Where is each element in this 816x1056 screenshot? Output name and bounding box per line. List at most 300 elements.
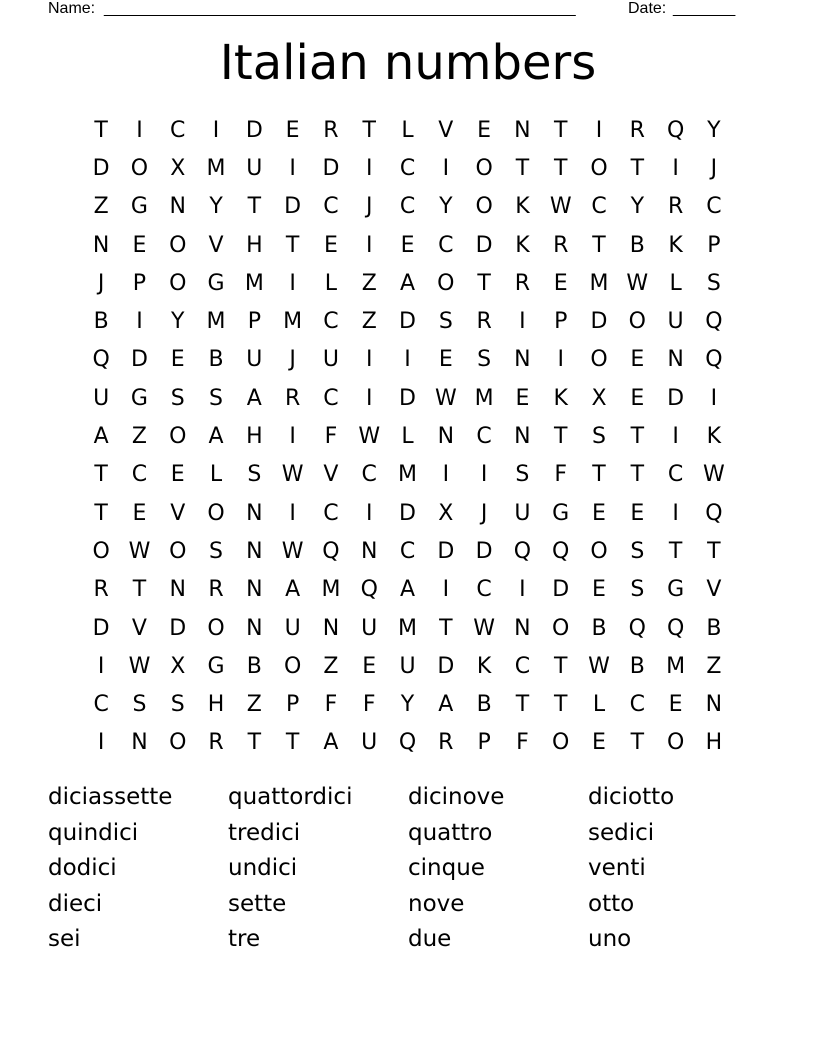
grid-letter: I — [136, 309, 143, 335]
grid-letter: S — [209, 385, 224, 411]
grid-letter: F — [516, 730, 529, 756]
grid-letter: I — [289, 424, 296, 450]
grid-letter: E — [630, 500, 645, 526]
grid-letter: V — [323, 462, 339, 488]
grid-letter: T — [592, 232, 606, 258]
grid-letter: E — [592, 730, 606, 756]
grid-letter: G — [667, 577, 685, 603]
grid-letter: G — [207, 270, 225, 296]
grid-letter: H — [246, 232, 263, 258]
grid-letter: P — [707, 232, 721, 258]
grid-letter: M — [283, 309, 303, 335]
grid-letter: Y — [439, 194, 453, 220]
word-list-item: diciotto — [588, 784, 675, 810]
grid-letter: N — [169, 194, 186, 220]
grid-letter: O — [475, 194, 493, 220]
grid-letter: D — [169, 615, 187, 641]
grid-letter: N — [322, 615, 340, 641]
grid-letter: Z — [93, 194, 109, 220]
word-list-item: undici — [228, 855, 298, 881]
date-blank-line: _______ — [673, 0, 736, 17]
grid-letter: N — [705, 692, 723, 718]
grid-letter: Q — [705, 347, 723, 373]
grid-letter: I — [519, 577, 526, 603]
grid-letter: D — [284, 194, 302, 220]
grid-letter: T — [439, 615, 453, 641]
grid-letter: W — [434, 385, 457, 411]
grid-letter: D — [399, 500, 416, 526]
grid-letter: N — [246, 538, 263, 564]
grid-letter: E — [438, 347, 453, 373]
grid-letter: C — [93, 692, 109, 718]
grid-letter: O — [130, 155, 149, 181]
grid-letter: Z — [323, 653, 339, 679]
grid-letter: R — [438, 730, 454, 756]
page-title: Italian numbers — [219, 35, 597, 91]
grid-letter: Q — [398, 730, 417, 756]
grid-letter: A — [323, 730, 339, 756]
grid-letter: N — [246, 577, 263, 603]
grid-letter: W — [281, 538, 304, 564]
grid-letter: M — [589, 270, 609, 296]
grid-letter: H — [207, 692, 225, 718]
grid-letter: E — [132, 500, 147, 526]
grid-letter: T — [553, 692, 568, 718]
grid-letter: D — [437, 538, 455, 564]
grid-letter: G — [207, 653, 225, 679]
grid-letter: I — [442, 155, 450, 181]
grid-letter: C — [476, 424, 492, 450]
grid-letter: N — [437, 424, 455, 450]
grid-letter: I — [97, 730, 105, 756]
grid-letter: I — [365, 155, 373, 181]
grid-letter: C — [399, 538, 416, 564]
grid-letter: N — [667, 347, 684, 373]
grid-letter: T — [553, 155, 568, 181]
word-list-item: dicinove — [408, 784, 505, 810]
grid-letter: F — [324, 424, 338, 450]
grid-letter: K — [476, 653, 492, 679]
grid-letter: B — [93, 309, 109, 335]
grid-letter: P — [477, 730, 491, 756]
grid-letter: I — [672, 424, 679, 450]
grid-letter: I — [365, 385, 373, 411]
grid-letter: S — [630, 538, 645, 564]
grid-letter: T — [630, 730, 645, 756]
grid-letter: M — [398, 615, 418, 641]
grid-letter: I — [365, 500, 373, 526]
grid-letter: M — [206, 155, 226, 181]
grid-letter: Z — [361, 309, 377, 335]
grid-letter: I — [595, 117, 603, 143]
grid-letter: Q — [360, 577, 378, 603]
name-label: Name: — [48, 0, 96, 17]
grid-letter: M — [244, 270, 264, 296]
grid-letter: U — [322, 347, 339, 373]
word-list-item: nove — [408, 890, 465, 917]
grid-letter: Y — [630, 194, 645, 220]
grid-letter: S — [170, 692, 185, 718]
grid-letter: O — [437, 270, 455, 296]
grid-letter: T — [247, 730, 262, 756]
grid-letter: B — [476, 692, 492, 718]
grid-letter: W — [128, 653, 151, 679]
grid-letter: V — [438, 117, 454, 143]
grid-letter: S — [209, 538, 224, 564]
grid-letter: V — [208, 232, 224, 258]
grid-letter: C — [629, 692, 645, 718]
grid-letter: S — [132, 692, 147, 718]
grid-letter: M — [206, 309, 226, 335]
grid-letter: T — [553, 424, 568, 450]
grid-letter: N — [169, 577, 186, 603]
grid-letter: J — [365, 194, 373, 220]
grid-letter: R — [208, 730, 224, 756]
grid-letter: I — [365, 232, 373, 258]
grid-letter: G — [552, 500, 570, 526]
grid-letter: B — [706, 615, 722, 641]
grid-letter: C — [476, 577, 492, 603]
grid-letter: R — [208, 577, 224, 603]
grid-letter: I — [136, 117, 143, 143]
word-list-item: sei — [48, 926, 81, 952]
grid-letter: K — [706, 424, 722, 450]
word-list-item: uno — [588, 926, 632, 952]
grid-letter: I — [672, 155, 679, 181]
grid-letter: T — [94, 500, 108, 526]
word-list-item: venti — [588, 855, 646, 881]
grid-letter: D — [590, 309, 608, 335]
grid-letter: V — [170, 500, 186, 526]
grid-letter: C — [591, 194, 607, 220]
grid-letter: C — [706, 194, 722, 220]
grid-letter: H — [705, 730, 723, 756]
grid-letter: Q — [92, 347, 110, 373]
grid-letter: D — [475, 232, 493, 258]
grid-letter: A — [93, 424, 109, 450]
grid-letter: L — [324, 270, 338, 296]
grid-letter: E — [668, 692, 683, 718]
word-list — [48, 780, 768, 958]
grid-letter: H — [246, 424, 263, 450]
grid-letter: O — [169, 730, 187, 756]
grid-letter: C — [514, 653, 531, 679]
grid-letter: T — [247, 194, 262, 220]
grid-letter: Y — [400, 692, 415, 718]
grid-letter: T — [707, 538, 721, 564]
grid-letter: E — [170, 347, 185, 373]
grid-letter: W — [128, 538, 151, 564]
grid-letter: C — [323, 309, 339, 335]
grid-letter: T — [592, 462, 606, 488]
grid-letter: R — [93, 577, 109, 603]
word-list-item: sedici — [588, 819, 655, 846]
grid-letter: D — [399, 309, 416, 335]
grid-letter: T — [553, 653, 568, 679]
grid-letter: Q — [628, 615, 646, 641]
grid-letter: G — [130, 194, 148, 220]
grid-letter: T — [553, 117, 568, 143]
grid-letter: V — [131, 615, 147, 641]
grid-letter: X — [438, 500, 454, 526]
grid-letter: Q — [666, 117, 685, 143]
grid-letter: O — [169, 270, 187, 296]
grid-letter: A — [285, 577, 301, 603]
grid-letter: C — [170, 117, 186, 143]
word-list-item: diciassette — [48, 784, 173, 810]
grid-letter: O — [475, 155, 493, 181]
grid-letter: I — [212, 117, 220, 143]
grid-letter: G — [130, 385, 148, 411]
grid-letter: X — [170, 653, 186, 679]
letter-grid — [82, 111, 733, 762]
grid-letter: T — [362, 117, 376, 143]
grid-letter: O — [207, 500, 225, 526]
grid-letter: Q — [513, 538, 532, 564]
grid-letter: M — [474, 385, 494, 411]
grid-letter: T — [285, 730, 300, 756]
grid-letter: L — [401, 424, 414, 450]
grid-letter: Q — [705, 500, 723, 526]
grid-letter: R — [553, 232, 569, 258]
grid-letter: S — [630, 577, 645, 603]
grid-letter: F — [554, 462, 568, 488]
grid-letter: P — [554, 309, 568, 335]
grid-letter: C — [399, 155, 416, 181]
grid-letter: O — [666, 730, 685, 756]
grid-letter: X — [591, 385, 607, 411]
grid-letter: S — [477, 347, 492, 373]
grid-letter: R — [629, 117, 645, 143]
grid-letter: A — [399, 577, 416, 603]
grid-letter: W — [473, 615, 495, 641]
grid-letter: C — [667, 462, 684, 488]
grid-letter: R — [476, 309, 492, 335]
grid-letter: I — [442, 462, 450, 488]
grid-letter: O — [628, 309, 646, 335]
grid-letter: J — [710, 155, 718, 181]
grid-letter: D — [130, 347, 148, 373]
grid-letter: M — [321, 577, 341, 603]
grid-letter: I — [289, 155, 296, 181]
grid-letter: R — [284, 385, 301, 411]
grid-letter: O — [207, 615, 225, 641]
grid-letter: T — [630, 462, 645, 488]
grid-letter: D — [552, 577, 570, 603]
grid-letter: S — [247, 462, 262, 488]
grid-letter: D — [399, 385, 416, 411]
grid-letter: T — [668, 538, 683, 564]
grid-letter: D — [92, 615, 110, 641]
grid-letter: W — [703, 462, 725, 488]
grid-letter: M — [398, 462, 418, 488]
grid-letter: E — [592, 500, 606, 526]
grid-letter: I — [710, 385, 718, 411]
word-list-item: quattro — [408, 819, 493, 846]
grid-letter: O — [552, 615, 570, 641]
grid-letter: T — [132, 577, 147, 603]
grid-letter: T — [515, 692, 530, 718]
grid-letter: I — [289, 270, 296, 296]
grid-letter: B — [629, 232, 645, 258]
grid-letter: O — [92, 538, 110, 564]
grid-letter: F — [324, 692, 338, 718]
grid-letter: L — [592, 692, 606, 718]
grid-letter: K — [515, 194, 530, 220]
grid-letter: E — [553, 270, 568, 296]
grid-letter: O — [169, 538, 187, 564]
grid-letter: P — [132, 270, 147, 296]
grid-letter: E — [362, 653, 377, 679]
grid-letter: I — [365, 347, 373, 373]
grid-letter: U — [361, 730, 378, 756]
grid-letter: E — [132, 232, 147, 258]
grid-letter: N — [514, 615, 531, 641]
grid-letter: Q — [666, 615, 685, 641]
grid-letter: P — [247, 309, 261, 335]
grid-letter: R — [514, 270, 531, 296]
grid-letter: U — [246, 347, 263, 373]
grid-letter: E — [323, 232, 338, 258]
word-list-item: quattordici — [228, 784, 353, 810]
grid-letter: C — [323, 500, 339, 526]
grid-letter: N — [246, 500, 263, 526]
grid-letter: O — [590, 347, 608, 373]
grid-letter: K — [515, 232, 530, 258]
grid-letter: D — [245, 117, 263, 143]
grid-letter: I — [442, 577, 450, 603]
word-list-item: dieci — [48, 890, 103, 917]
grid-letter: E — [400, 232, 415, 258]
grid-letter: A — [246, 385, 262, 411]
grid-letter: J — [97, 270, 105, 296]
grid-letter: S — [706, 270, 721, 296]
header-line — [48, 0, 748, 20]
grid-letter: B — [208, 347, 224, 373]
grid-letter: E — [515, 385, 530, 411]
grid-letter: Z — [246, 692, 262, 718]
word-list-item: dodici — [48, 855, 117, 881]
word-list-item: sette — [228, 890, 287, 917]
grid-letter: E — [170, 462, 185, 488]
grid-letter: Y — [171, 309, 185, 335]
grid-letter: T — [94, 117, 108, 143]
grid-letter: I — [557, 347, 564, 373]
grid-letter: W — [549, 194, 572, 220]
grid-letter: Y — [707, 117, 721, 143]
grid-letter: R — [323, 117, 339, 143]
date-label: Date: — [628, 0, 667, 17]
grid-letter: T — [477, 270, 491, 296]
grid-letter: M — [666, 653, 686, 679]
grid-letter: L — [669, 270, 682, 296]
grid-letter: D — [92, 155, 110, 181]
grid-letter: V — [706, 577, 722, 603]
grid-letter: U — [246, 155, 263, 181]
grid-letter: S — [515, 462, 530, 488]
grid-letter: L — [209, 462, 223, 488]
grid-letter: T — [285, 232, 300, 258]
grid-letter: D — [437, 653, 455, 679]
grid-letter: J — [289, 347, 296, 373]
grid-letter: U — [514, 500, 531, 526]
grid-letter: Q — [322, 538, 340, 564]
grid-letter: T — [630, 155, 645, 181]
grid-letter: N — [246, 615, 263, 641]
grid-letter: C — [438, 232, 454, 258]
grid-letter: O — [590, 155, 608, 181]
grid-letter: W — [281, 462, 304, 488]
word-list-item: quindici — [48, 819, 139, 846]
grid-letter: A — [399, 270, 416, 296]
grid-letter: K — [668, 232, 683, 258]
grid-letter: S — [592, 424, 606, 450]
grid-letter: O — [590, 538, 608, 564]
grid-letter: N — [92, 232, 110, 258]
grid-letter: N — [514, 117, 531, 143]
grid-letter: T — [630, 424, 645, 450]
grid-letter: E — [285, 117, 300, 143]
grid-letter: W — [358, 424, 381, 450]
grid-letter: U — [399, 653, 416, 679]
grid-letter: I — [672, 500, 679, 526]
grid-letter: B — [246, 653, 262, 679]
grid-letter: C — [323, 194, 339, 220]
word-list-item: tre — [228, 926, 261, 952]
name-blank-line: _____________________________________________________ — [104, 0, 576, 17]
grid-letter: B — [591, 615, 607, 641]
grid-letter: D — [667, 385, 685, 411]
grid-letter: S — [170, 385, 185, 411]
word-list-item: cinque — [408, 855, 485, 881]
grid-letter: Z — [361, 270, 377, 296]
grid-letter: O — [552, 730, 570, 756]
grid-letter: I — [404, 347, 411, 373]
grid-letter: N — [514, 347, 531, 373]
grid-letter: L — [401, 117, 414, 143]
grid-letter: I — [480, 462, 488, 488]
word-list-item: tredici — [228, 819, 301, 846]
grid-letter: T — [515, 155, 530, 181]
grid-letter: R — [667, 194, 684, 220]
grid-letter: Y — [209, 194, 223, 220]
grid-letter: T — [94, 462, 108, 488]
grid-letter: D — [322, 155, 340, 181]
grid-letter: Q — [552, 538, 570, 564]
grid-letter: N — [514, 424, 531, 450]
grid-letter: A — [208, 424, 224, 450]
grid-letter: C — [131, 462, 148, 488]
grid-letter: A — [438, 692, 454, 718]
grid-letter: D — [475, 538, 493, 564]
grid-letter: I — [519, 309, 526, 335]
grid-letter: C — [323, 385, 339, 411]
word-list-item: otto — [588, 890, 635, 917]
grid-letter: N — [360, 538, 378, 564]
grid-letter: C — [399, 194, 416, 220]
grid-letter: O — [169, 424, 187, 450]
grid-letter: E — [630, 347, 645, 373]
grid-letter: W — [626, 270, 649, 296]
grid-letter: U — [667, 309, 684, 335]
grid-letter: E — [630, 385, 645, 411]
grid-letter: Q — [705, 309, 723, 335]
grid-letter: C — [361, 462, 377, 488]
grid-letter: O — [283, 653, 302, 679]
word-list-item: due — [408, 926, 452, 952]
grid-letter: K — [553, 385, 568, 411]
grid-letter: J — [480, 500, 488, 526]
